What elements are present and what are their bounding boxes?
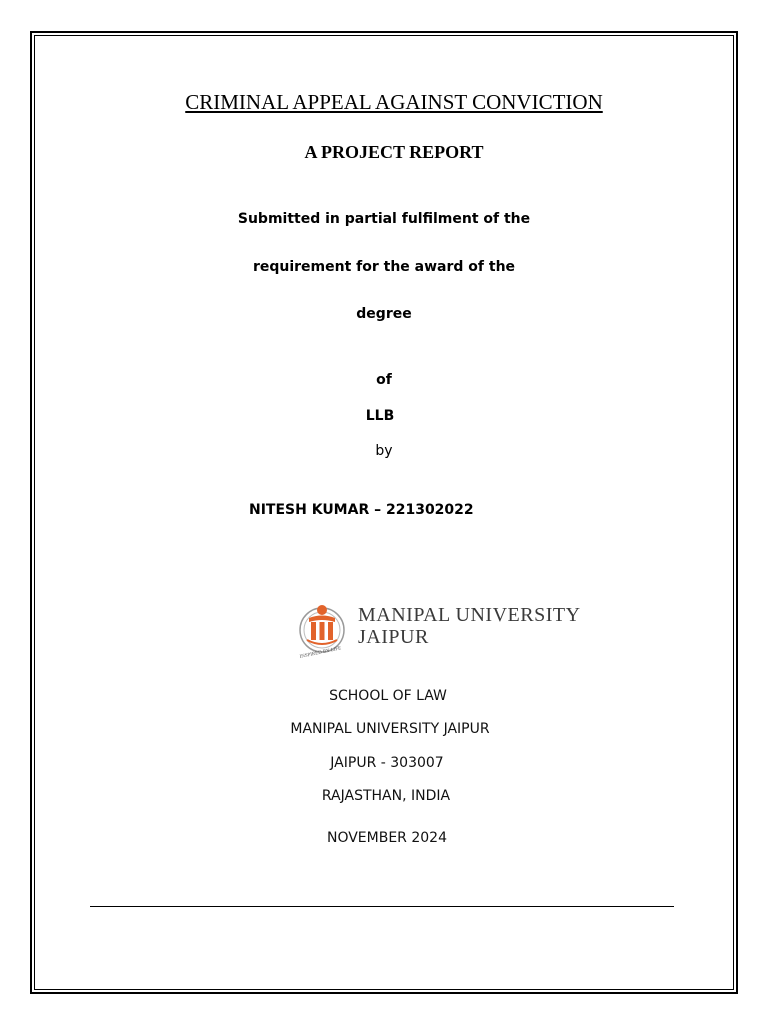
submission-date: NOVEMBER 2024 [326,830,447,846]
logo-emblem-icon [300,605,344,652]
submission-of: of [376,372,392,388]
address-state-country: RAJASTHAN, INDIA [321,788,451,804]
report-subtitle: A PROJECT REPORT [304,142,484,162]
submission-line-1: Submitted in partial fulfilment of the [237,211,531,227]
author-name: NITESH KUMAR – 221302022 [249,502,474,518]
footer-rule [90,906,674,907]
address-university: MANIPAL UNIVERSITY JAIPUR [290,721,490,737]
report-title: CRIMINAL APPEAL AGAINST CONVICTION [185,90,603,114]
address-city-pin: JAIPUR - 303007 [330,755,444,771]
logo-tagline: INSPIRED BY LIFE [299,646,342,660]
submission-line-3: degree [356,306,412,322]
submission-line-2: requirement for the award of the [252,259,516,275]
address-school: SCHOOL OF LAW [329,688,447,704]
submission-by: by [375,443,393,459]
degree-name: LLB [365,408,395,424]
logo-text-university: MANIPAL UNIVERSITY [358,604,581,626]
logo-text-city: JAIPUR [358,626,429,648]
